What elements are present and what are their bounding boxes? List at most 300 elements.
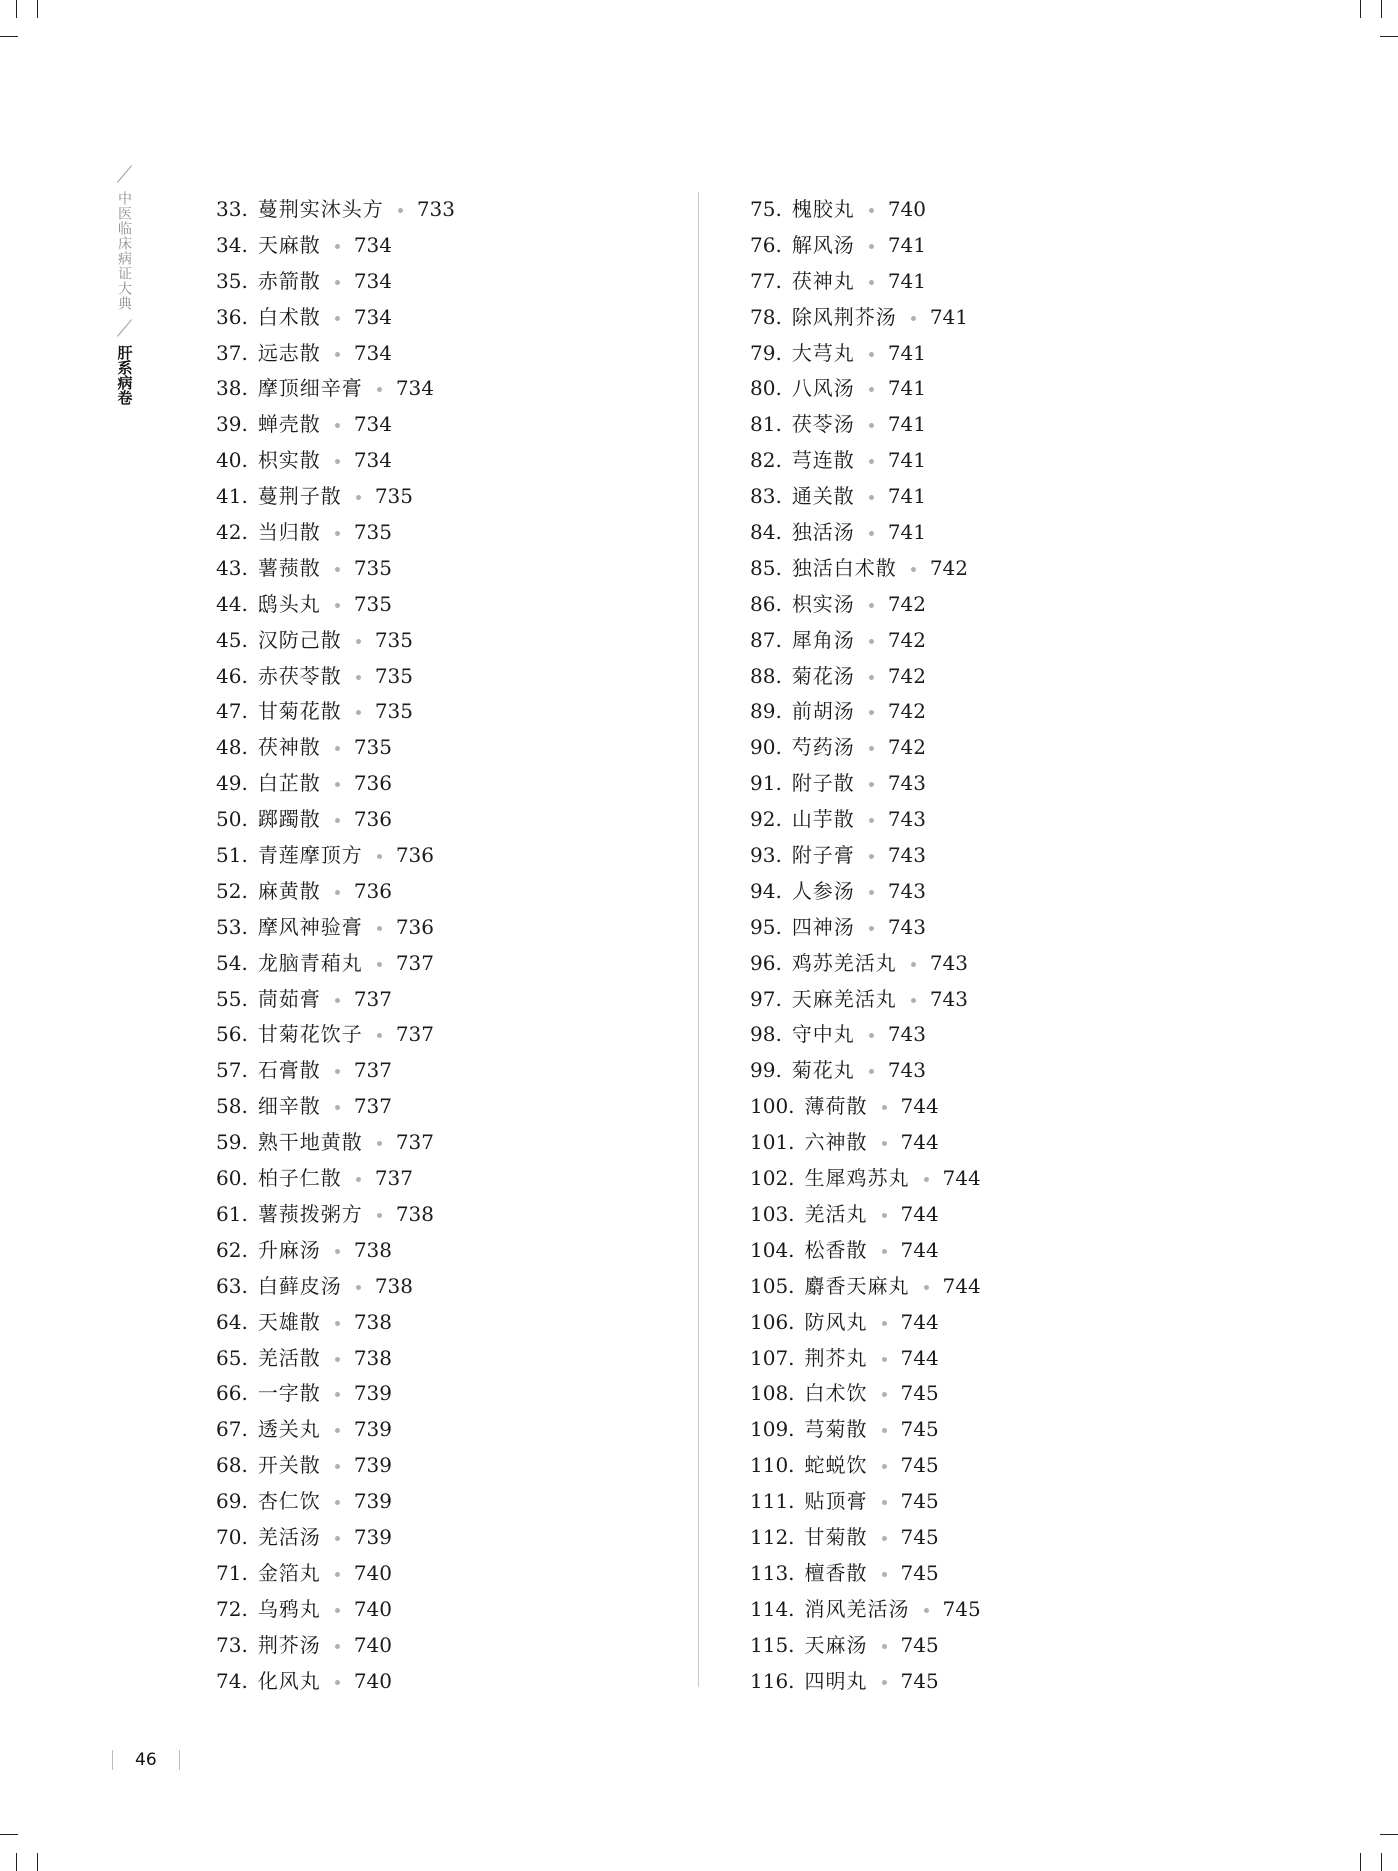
toc-entry[interactable]: [216, 264, 455, 300]
entry-page-number: 742: [929, 555, 968, 580]
leader-dot: [882, 1213, 887, 1218]
entry-title: 大芎丸: [791, 340, 855, 365]
leader-dot: [335, 998, 340, 1003]
toc-entry[interactable]: [750, 1664, 981, 1700]
leader-dot: [924, 1285, 929, 1290]
toc-right-column: [750, 192, 981, 1699]
entry-title: 松香散: [804, 1237, 868, 1262]
toc-entry[interactable]: [750, 838, 981, 874]
entry-number: 49.: [216, 771, 248, 796]
entry-title: 茯苓汤: [791, 412, 855, 437]
toc-entry[interactable]: [750, 1341, 981, 1377]
leader-dot: [377, 1033, 382, 1038]
entry-title: 天麻羌活丸: [791, 986, 897, 1011]
entry-title: 甘菊散: [804, 1524, 868, 1549]
entry-title: 薯蓣拨粥方: [257, 1201, 363, 1226]
toc-entry[interactable]: [750, 371, 981, 407]
entry-title: 菊花丸: [791, 1058, 855, 1083]
entry-number: 46.: [216, 663, 248, 688]
entry-number: 105.: [750, 1273, 795, 1298]
leader-dot: [335, 1069, 340, 1074]
toc-entry[interactable]: [750, 1161, 981, 1197]
leader-dot: [869, 818, 874, 823]
leader-dot: [911, 316, 916, 321]
entry-page-number: 745: [900, 1668, 939, 1693]
entry-title: 白术散: [257, 304, 321, 329]
toc-left-column: [216, 192, 455, 1699]
leader-dot: [377, 1213, 382, 1218]
entry-number: 98.: [750, 1022, 782, 1047]
toc-entry[interactable]: [216, 479, 455, 515]
crop-mark: [1381, 1853, 1382, 1871]
entry-title: 消风羌活汤: [804, 1596, 910, 1621]
leader-dot: [335, 459, 340, 464]
entry-number: 59.: [216, 1130, 248, 1155]
entry-number: 102.: [750, 1166, 795, 1191]
toc-entry[interactable]: [750, 946, 981, 982]
toc-entry[interactable]: [216, 838, 455, 874]
entry-page-number: 740: [353, 1560, 392, 1585]
entry-number: 69.: [216, 1489, 248, 1514]
leader-dot: [356, 639, 361, 644]
entry-number: 39.: [216, 412, 248, 437]
entry-page-number: 745: [900, 1632, 939, 1657]
leader-dot: [335, 746, 340, 751]
entry-number: 61.: [216, 1201, 248, 1226]
toc-entry[interactable]: [750, 694, 981, 730]
entry-page-number: 743: [887, 807, 926, 832]
toc-entry[interactable]: [216, 1592, 455, 1628]
entry-number: 83.: [750, 484, 782, 509]
entry-number: 71.: [216, 1560, 248, 1585]
entry-title: 独活白术散: [791, 555, 897, 580]
entry-title: 白芷散: [257, 771, 321, 796]
toc-entry[interactable]: [216, 371, 455, 407]
entry-number: 47.: [216, 699, 248, 724]
entry-number: 36.: [216, 304, 248, 329]
entry-page-number: 743: [887, 878, 926, 903]
entry-title: 荆芥丸: [804, 1345, 868, 1370]
entry-title: 除风荆芥汤: [791, 304, 897, 329]
toc-entry[interactable]: [750, 730, 981, 766]
toc-entry[interactable]: [216, 587, 455, 623]
toc-entry[interactable]: [750, 1412, 981, 1448]
toc-entry[interactable]: [216, 1484, 455, 1520]
toc-entry[interactable]: [750, 623, 981, 659]
entry-number: 115.: [750, 1632, 795, 1657]
toc-entry[interactable]: [216, 910, 455, 946]
entry-title: 鸡苏羌活丸: [791, 950, 897, 975]
crop-mark: [1380, 1834, 1398, 1835]
toc-entry[interactable]: [216, 336, 455, 372]
crop-mark: [37, 1853, 38, 1871]
entry-title: 麝香天麻丸: [804, 1273, 910, 1298]
entry-number: 57.: [216, 1058, 248, 1083]
toc-entry[interactable]: [750, 1125, 981, 1161]
entry-page-number: 745: [900, 1381, 939, 1406]
toc-entry[interactable]: [750, 1197, 981, 1233]
crop-mark: [1381, 0, 1382, 18]
toc-entry[interactable]: [750, 659, 981, 695]
side-running-head: [108, 163, 140, 405]
leader-dot: [882, 1572, 887, 1577]
toc-entry[interactable]: [216, 1376, 455, 1412]
crop-mark: [37, 0, 38, 18]
entry-number: 85.: [750, 555, 782, 580]
toc-entry[interactable]: [750, 264, 981, 300]
entry-title: 八风汤: [791, 376, 855, 401]
entry-page-number: 741: [887, 340, 926, 365]
entry-page-number: 741: [887, 412, 926, 437]
toc-entry[interactable]: [216, 1233, 455, 1269]
entry-page-number: 744: [942, 1166, 981, 1191]
toc-entry[interactable]: [750, 192, 981, 228]
toc-entry[interactable]: [216, 1089, 455, 1125]
entry-page-number: 740: [353, 1668, 392, 1693]
decorative-slash: [117, 319, 132, 336]
leader-dot: [882, 1644, 887, 1649]
leader-dot: [335, 1105, 340, 1110]
entry-page-number: 734: [353, 304, 392, 329]
entry-page-number: 739: [353, 1524, 392, 1549]
entry-title: 犀角汤: [791, 627, 855, 652]
entry-number: 40.: [216, 448, 248, 473]
entry-title: 天麻汤: [804, 1632, 868, 1657]
entry-page-number: 736: [353, 878, 392, 903]
entry-page-number: 740: [353, 1596, 392, 1621]
entry-page-number: 743: [929, 986, 968, 1011]
entry-number: 93.: [750, 843, 782, 868]
leader-dot: [335, 1357, 340, 1362]
toc-entry[interactable]: [216, 1448, 455, 1484]
leader-dot: [882, 1680, 887, 1685]
leader-dot: [356, 710, 361, 715]
leader-dot: [377, 387, 382, 392]
toc-entry[interactable]: [750, 874, 981, 910]
toc-entry[interactable]: [750, 1448, 981, 1484]
toc-entry[interactable]: [216, 551, 455, 587]
toc-entry[interactable]: [750, 228, 981, 264]
leader-dot: [869, 1069, 874, 1074]
toc-entry[interactable]: [750, 982, 981, 1018]
entry-title: 天雄散: [257, 1309, 321, 1334]
entry-title: 菊花汤: [791, 663, 855, 688]
entry-title: 六神散: [804, 1130, 868, 1155]
crop-mark: [16, 1853, 17, 1871]
entry-number: 48.: [216, 735, 248, 760]
entry-number: 53.: [216, 914, 248, 939]
entry-title: 柏子仁散: [257, 1166, 342, 1191]
leader-dot: [869, 244, 874, 249]
toc-entry[interactable]: [216, 515, 455, 551]
entry-number: 54.: [216, 950, 248, 975]
entry-number: 64.: [216, 1309, 248, 1334]
entry-title: 独活汤: [791, 520, 855, 545]
leader-dot: [377, 1141, 382, 1146]
entry-page-number: 738: [353, 1345, 392, 1370]
entry-title: 开关散: [257, 1453, 321, 1478]
toc-entry[interactable]: [750, 1520, 981, 1556]
entry-page-number: 735: [353, 520, 392, 545]
toc-entry[interactable]: [216, 1125, 455, 1161]
toc-entry[interactable]: [750, 1017, 981, 1053]
toc-entry[interactable]: [750, 1089, 981, 1125]
leader-dot: [882, 1105, 887, 1110]
leader-dot: [335, 1428, 340, 1433]
toc-entry[interactable]: [750, 443, 981, 479]
toc-entry[interactable]: [216, 300, 455, 336]
entry-title: 蔓荆实沐头方: [257, 197, 384, 221]
toc-entry[interactable]: [216, 1053, 455, 1089]
entry-title: 远志散: [257, 340, 321, 365]
volume-title: 肝系病卷: [115, 345, 134, 405]
entry-title: 摩顶细辛膏: [257, 376, 363, 401]
leader-dot: [335, 782, 340, 787]
entry-title: 金箔丸: [257, 1560, 321, 1585]
leader-dot: [882, 1321, 887, 1326]
entry-title: 白藓皮汤: [257, 1273, 342, 1298]
entry-title: 檀香散: [804, 1560, 868, 1585]
toc-entry[interactable]: [216, 766, 455, 802]
entry-title: 人参汤: [791, 878, 855, 903]
toc-entry[interactable]: [216, 192, 455, 228]
entry-page-number: 738: [374, 1273, 413, 1298]
toc-entry[interactable]: [750, 1376, 981, 1412]
toc-entry[interactable]: [216, 802, 455, 838]
toc-entry[interactable]: [750, 910, 981, 946]
entry-title: 乌鸦丸: [257, 1596, 321, 1621]
leader-dot: [356, 675, 361, 680]
entry-title: 蛇蜕饮: [804, 1453, 868, 1478]
leader-dot: [869, 208, 874, 213]
entry-number: 111.: [750, 1489, 795, 1514]
toc-entry[interactable]: [750, 407, 981, 443]
toc-entry[interactable]: [216, 623, 455, 659]
leader-dot: [869, 459, 874, 464]
entry-number: 78.: [750, 304, 782, 329]
crop-mark: [16, 0, 17, 18]
toc-entry[interactable]: [750, 766, 981, 802]
toc-entry[interactable]: [216, 1197, 455, 1233]
entry-number: 42.: [216, 520, 248, 545]
leader-dot: [356, 1285, 361, 1290]
entry-page-number: 734: [353, 412, 392, 437]
entry-page-number: 737: [353, 1058, 392, 1083]
entry-number: 103.: [750, 1201, 795, 1226]
entry-page-number: 743: [887, 1058, 926, 1083]
leader-dot: [911, 962, 916, 967]
toc-entry[interactable]: [750, 336, 981, 372]
entry-page-number: 739: [353, 1417, 392, 1442]
entry-number: 87.: [750, 627, 782, 652]
crop-mark: [1380, 36, 1398, 37]
toc-entry[interactable]: [216, 694, 455, 730]
entry-number: 106.: [750, 1309, 795, 1334]
toc-entry[interactable]: [216, 1556, 455, 1592]
entry-page-number: 741: [887, 484, 926, 509]
entry-title: 鸱头丸: [257, 591, 321, 616]
entry-number: 84.: [750, 520, 782, 545]
leader-dot: [882, 1428, 887, 1433]
entry-page-number: 745: [900, 1489, 939, 1514]
entry-title: 杏仁饮: [257, 1489, 321, 1514]
entry-number: 104.: [750, 1237, 795, 1262]
toc-entry[interactable]: [216, 228, 455, 264]
entry-number: 58.: [216, 1094, 248, 1119]
entry-title: 槐胶丸: [791, 197, 855, 221]
entry-title: 芎菊散: [804, 1417, 868, 1442]
toc-entry[interactable]: [750, 1233, 981, 1269]
leader-dot: [882, 1500, 887, 1505]
entry-page-number: 742: [887, 591, 926, 616]
entry-number: 55.: [216, 986, 248, 1011]
toc-entry[interactable]: [750, 1484, 981, 1520]
leader-dot: [869, 280, 874, 285]
entry-number: 74.: [216, 1668, 248, 1693]
toc-entry[interactable]: [750, 1053, 981, 1089]
entry-page-number: 743: [887, 914, 926, 939]
leader-dot: [335, 890, 340, 895]
toc-entry[interactable]: [750, 802, 981, 838]
entry-page-number: 741: [929, 304, 968, 329]
leader-dot: [869, 782, 874, 787]
entry-number: 97.: [750, 986, 782, 1011]
toc-entry[interactable]: [216, 1520, 455, 1556]
toc-entry[interactable]: [216, 1628, 455, 1664]
entry-title: 白术饮: [804, 1381, 868, 1406]
leader-dot: [335, 1249, 340, 1254]
entry-page-number: 735: [374, 663, 413, 688]
leader-dot: [924, 1608, 929, 1613]
entry-title: 芎连散: [791, 448, 855, 473]
toc-entry[interactable]: [750, 1556, 981, 1592]
toc-entry[interactable]: [750, 300, 981, 336]
leader-dot: [335, 244, 340, 249]
leader-dot: [869, 387, 874, 392]
toc-entry[interactable]: [216, 1161, 455, 1197]
entry-number: 100.: [750, 1094, 795, 1119]
entry-title: 甘菊花散: [257, 699, 342, 724]
entry-number: 33.: [216, 197, 248, 221]
entry-number: 109.: [750, 1417, 795, 1442]
entry-title: 龙脑青葙丸: [257, 950, 363, 975]
toc-entry[interactable]: [750, 1592, 981, 1628]
entry-number: 67.: [216, 1417, 248, 1442]
entry-number: 114.: [750, 1596, 795, 1621]
toc-entry[interactable]: [216, 1017, 455, 1053]
entry-title: 羌活散: [257, 1345, 321, 1370]
entry-title: 前胡汤: [791, 699, 855, 724]
entry-page-number: 735: [353, 591, 392, 616]
toc-entry[interactable]: [750, 1269, 981, 1305]
entry-page-number: 737: [395, 950, 434, 975]
entry-page-number: 741: [887, 376, 926, 401]
entry-number: 41.: [216, 484, 248, 509]
folio-bar: [179, 1750, 180, 1770]
toc-entry[interactable]: [216, 443, 455, 479]
toc-entry[interactable]: [750, 479, 981, 515]
toc-entry[interactable]: [216, 730, 455, 766]
entry-page-number: 742: [887, 699, 926, 724]
entry-title: 羌活汤: [257, 1524, 321, 1549]
entry-page-number: 741: [887, 520, 926, 545]
entry-page-number: 741: [887, 232, 926, 257]
toc-entry[interactable]: [750, 587, 981, 623]
entry-number: 88.: [750, 663, 782, 688]
entry-page-number: 741: [887, 268, 926, 293]
entry-title: 麻黄散: [257, 878, 321, 903]
entry-title: 蔓荆子散: [257, 484, 342, 509]
toc-entry[interactable]: [216, 1305, 455, 1341]
entry-number: 92.: [750, 807, 782, 832]
entry-title: 通关散: [791, 484, 855, 509]
entry-page-number: 738: [395, 1201, 434, 1226]
leader-dot: [335, 1536, 340, 1541]
toc-entry[interactable]: [216, 874, 455, 910]
toc-entry[interactable]: [216, 1269, 455, 1305]
entry-number: 38.: [216, 376, 248, 401]
toc-entry[interactable]: [750, 515, 981, 551]
leader-dot: [335, 1321, 340, 1326]
leader-dot: [911, 998, 916, 1003]
entry-number: 86.: [750, 591, 782, 616]
leader-dot: [869, 1033, 874, 1038]
entry-title: 一字散: [257, 1381, 321, 1406]
toc-entry[interactable]: [750, 551, 981, 587]
toc-entry[interactable]: [216, 1341, 455, 1377]
entry-number: 80.: [750, 376, 782, 401]
entry-title: 茯神散: [257, 735, 321, 760]
entry-title: 薄荷散: [804, 1094, 868, 1119]
entry-page-number: 734: [395, 376, 434, 401]
leader-dot: [335, 1680, 340, 1685]
toc-entry[interactable]: [216, 407, 455, 443]
entry-number: 51.: [216, 843, 248, 868]
entry-page-number: 736: [353, 807, 392, 832]
entry-page-number: 745: [900, 1417, 939, 1442]
entry-title: 赤茯苓散: [257, 663, 342, 688]
leader-dot: [335, 818, 340, 823]
toc-entry[interactable]: [216, 982, 455, 1018]
toc-entry[interactable]: [216, 1412, 455, 1448]
entry-number: 73.: [216, 1632, 248, 1657]
leader-dot: [356, 1177, 361, 1182]
toc-entry[interactable]: [216, 946, 455, 982]
entry-title: 荆芥汤: [257, 1632, 321, 1657]
leader-dot: [882, 1464, 887, 1469]
entry-page-number: 734: [353, 340, 392, 365]
leader-dot: [882, 1536, 887, 1541]
leader-dot: [924, 1177, 929, 1182]
leader-dot: [335, 1464, 340, 1469]
entry-title: 附子散: [791, 771, 855, 796]
entry-number: 65.: [216, 1345, 248, 1370]
toc-entry[interactable]: [216, 659, 455, 695]
toc-entry[interactable]: [216, 1664, 455, 1700]
toc-entry[interactable]: [750, 1305, 981, 1341]
entry-title: 升麻汤: [257, 1237, 321, 1262]
entry-title: 四明丸: [804, 1668, 868, 1693]
entry-page-number: 745: [900, 1524, 939, 1549]
leader-dot: [335, 567, 340, 572]
entry-page-number: 744: [900, 1094, 939, 1119]
toc-entry[interactable]: [750, 1628, 981, 1664]
entry-title: 化风丸: [257, 1668, 321, 1693]
entry-number: 37.: [216, 340, 248, 365]
leader-dot: [335, 531, 340, 536]
leader-dot: [335, 1500, 340, 1505]
entry-number: 34.: [216, 232, 248, 257]
